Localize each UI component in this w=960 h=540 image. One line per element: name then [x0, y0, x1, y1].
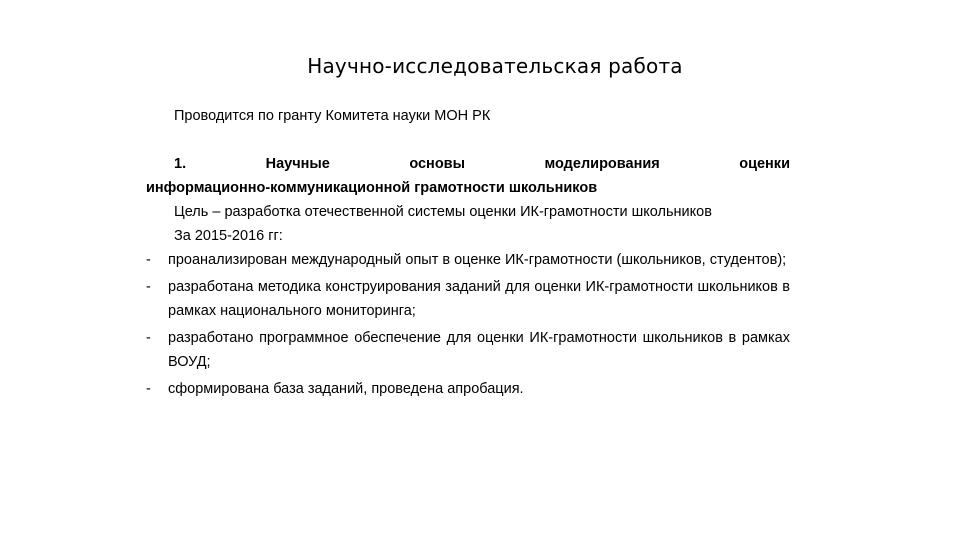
project-heading-word: моделирования [544, 156, 660, 172]
dash-bullet-icon: - [146, 330, 151, 346]
dash-bullet-icon: - [146, 279, 151, 295]
list-item [146, 377, 790, 401]
goal-line: Цель – разработка отечественной системы оценки ИК-грамотности школьников [174, 204, 712, 220]
project-heading-first-line [146, 152, 790, 176]
list-item [146, 326, 790, 374]
project-heading-word: Научные [265, 156, 330, 172]
dash-bullet-icon: - [146, 381, 151, 397]
slide-body [146, 104, 790, 404]
project-heading [146, 152, 790, 200]
slide-title: Научно-исследовательская работа [307, 54, 683, 78]
list-item-text: разработана методика конструирования заданий для оценки ИК-грамотности школьников в рамках национального мониторинга; [168, 279, 790, 319]
results-list [146, 248, 790, 401]
project-heading-word: основы [409, 156, 465, 172]
period-line: За 2015-2016 гг: [174, 228, 283, 244]
project-heading-continuation: информационно-коммуникационной грамотности школьников [146, 180, 598, 196]
list-item [146, 275, 790, 323]
project-heading-word: оценки [739, 156, 790, 172]
list-item-text: сформирована база заданий, проведена апробация. [168, 381, 524, 397]
list-item-text: разработано программное обеспечение для оценки ИК-грамотности школьников в рамках ВОУД; [168, 330, 790, 370]
list-item-text: проанализирован международный опыт в оценке ИК-грамотности (школьников, студентов); [168, 252, 787, 268]
project-number: 1. [174, 156, 187, 172]
blank-line [146, 128, 790, 152]
list-item [146, 248, 790, 272]
grant-line: Проводится по гранту Комитета науки МОН РК [174, 108, 491, 124]
dash-bullet-icon: - [146, 252, 151, 268]
